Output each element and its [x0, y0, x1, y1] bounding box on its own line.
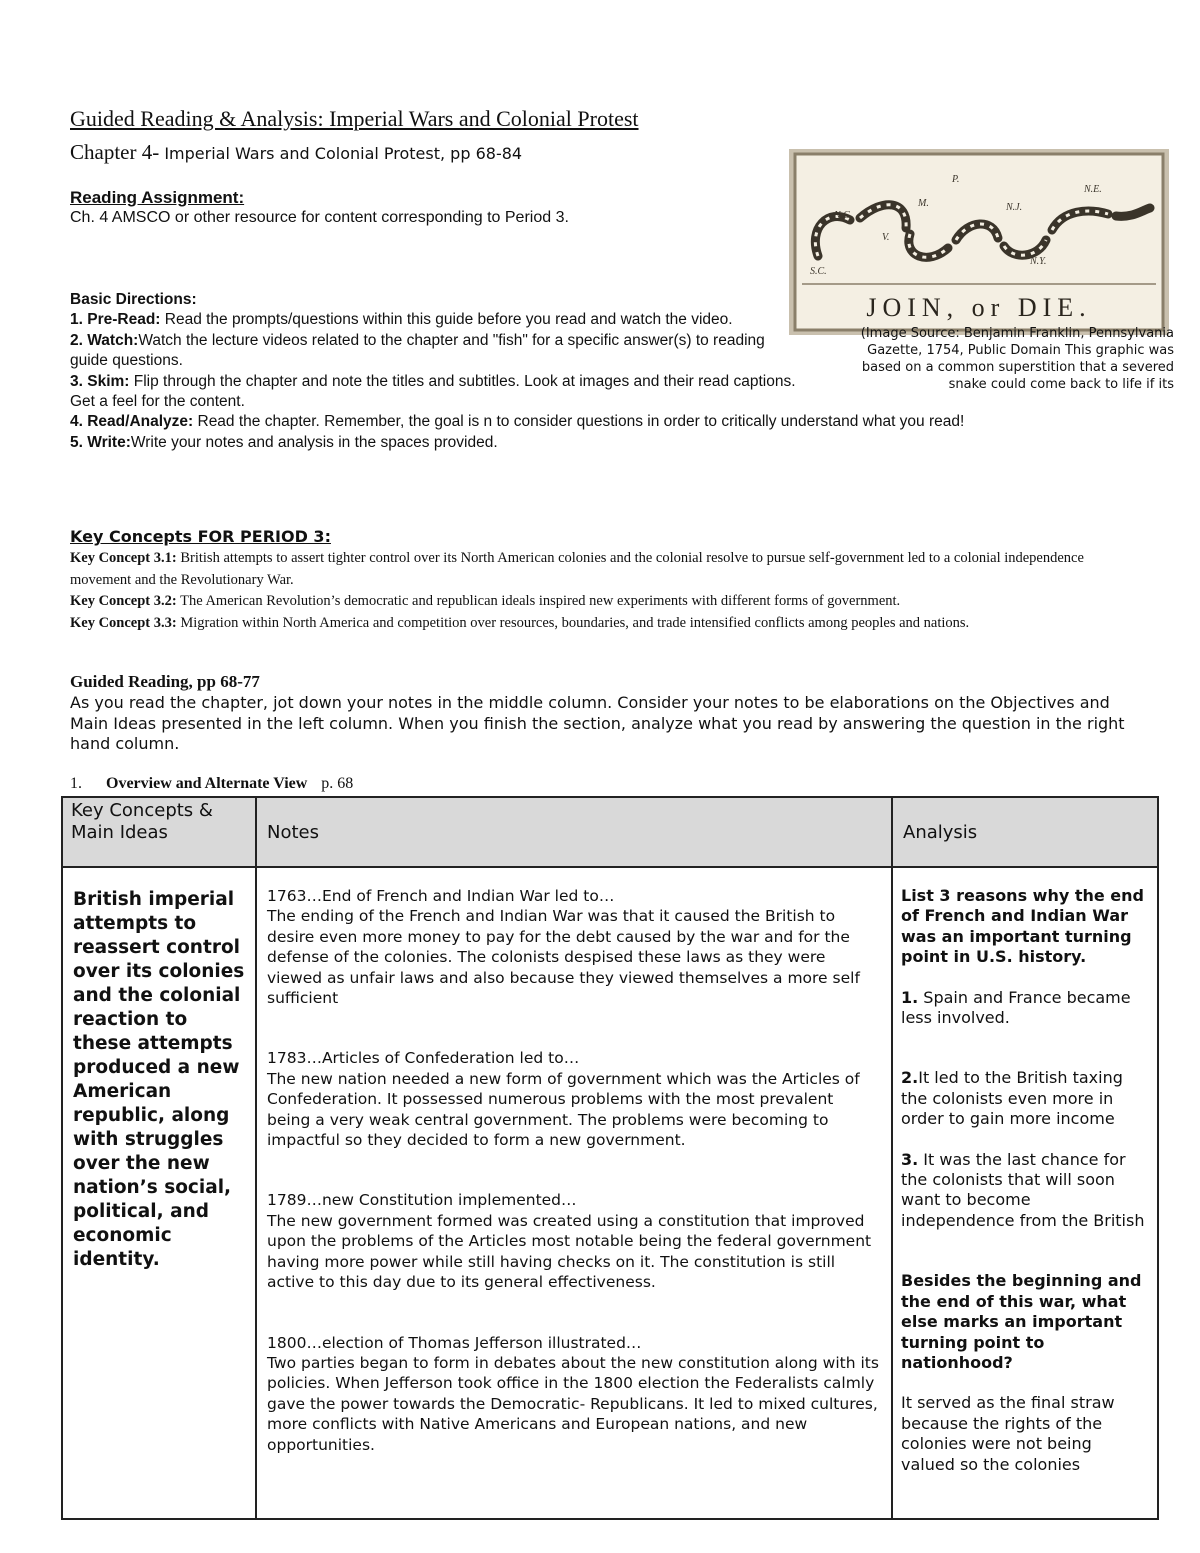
note-text[interactable]: The new government formed was created using a constitution that improved upon the problems of the Articles most notable being the federal government having more power while still having checks on it. The constitution is still active to this day due to its general effectiveness. — [267, 1211, 872, 1292]
note-entry — [267, 886, 881, 1008]
analysis-answer[interactable]: 1. Spain and France became less involved. — [901, 987, 1131, 1028]
table-header-row — [62, 797, 1158, 867]
direction-step: 1. Pre-Read: Read the prompts/questions within this guide before you read and watch the video. — [70, 311, 733, 329]
notes-cell[interactable] — [256, 867, 892, 1519]
segment-label: M. — [918, 198, 929, 209]
segment-label: V. — [882, 232, 890, 243]
note-prompt: 1789…new Constitution implemented… — [267, 1191, 577, 1210]
key-concept-item: Key Concept 3.2: The American Revolution’s democratic and republican ideals inspired new experiments with different forms of government. — [70, 593, 901, 609]
note-prompt: 1783…Articles of Confederation led to… — [267, 1049, 580, 1068]
note-entry — [267, 1333, 881, 1455]
chapter-label: Chapter 4- — [70, 140, 160, 164]
key-concepts-heading: Key Concepts FOR PERIOD 3: — [70, 527, 331, 546]
analysis-cell[interactable] — [892, 867, 1158, 1519]
note-text[interactable]: The ending of the French and Indian War was that it caused the British to desire even more money to pay for the debt caused by the war and for the defense of the colonies. The colonists despised these laws as they were viewed as unfair laws and also because they viewed themselves a more self sufficient — [267, 907, 860, 1008]
direction-step: 4. Read/Analyze: Read the chapter. Remember, the goal is n to consider questions in order to critically understand what you read! — [70, 413, 965, 431]
directions-heading: Basic Directions: — [70, 291, 197, 308]
segment-label: N.E. — [1084, 184, 1102, 195]
note-entry — [267, 1048, 881, 1150]
join-or-die-text: JOIN, or DIE. — [866, 293, 1092, 322]
segment-label: S.C. — [810, 266, 827, 277]
main-idea-cell — [62, 867, 256, 1519]
image-caption: (Image Source: Benjamin Franklin, Pennsylvania Gazette, 1754, Public Domain This graphic was based on a common superstition that a severed snake could come back to life if its — [860, 326, 1174, 392]
analysis-answer[interactable]: 3. It was the last chance for the colonists that will soon want to become independence from the British — [901, 1149, 1145, 1230]
note-text[interactable]: Two parties began to form in debates about the new constitution along with its policies. When Jefferson took office in the 1800 election the Federalists calmly gave the power towards the Democratic- Republicans. It led to mixed cultures, more conflicts with Native Americans and European nations, and new opportunities. — [267, 1353, 879, 1454]
key-concept-item: Key Concept 3.3: Migration within North America and competition over resources, boundaries, and trade intensified conflicts among peoples and nations. — [70, 614, 970, 631]
analysis-question: List 3 reasons why the end of French and Indian War was an important turning point in U.S. history. — [901, 886, 1144, 967]
segment-label: P. — [952, 174, 960, 185]
section-number: 1. — [70, 775, 82, 792]
chapter-subtitle: Imperial Wars and Colonial Protest, pp 68-84 — [164, 144, 523, 163]
segment-label: N.C. — [834, 210, 853, 221]
basic-directions — [70, 290, 1130, 453]
note-text[interactable]: The new nation needed a new form of government which was the Articles of Confederation. It possessed numerous problems with the most prevalent being a very weak central government. The problems were becoming to impactful so they decided to form a new government. — [267, 1069, 860, 1150]
analysis-answer[interactable]: It served as the final straw because the rights of the colonies were not being valued so the colonies — [901, 1393, 1115, 1474]
direction-step: 3. Skim: Flip through the chapter and note the titles and subtitles. Look at images and their read captions. Get a feel for the content. — [70, 372, 796, 411]
document-title: Guided Reading & Analysis: Imperial Wars and Colonial Protest — [70, 106, 639, 131]
key-concepts-list — [70, 548, 1100, 634]
note-entry — [267, 1190, 881, 1292]
segment-label: N.Y. — [1030, 256, 1047, 267]
notes-table — [61, 796, 1159, 1520]
main-idea-text: British imperial attempts to reassert control over its colonies and the colonial reaction to these attempts produced a new American republic, along with struggles over the new nation’s social, political, and economic identity. — [73, 889, 245, 1270]
header-key-concepts: Key Concepts & Main Ideas — [62, 797, 256, 867]
analysis-question: Besides the beginning and the end of this war, what else marks an important turning point to nationhood? — [901, 1271, 1142, 1372]
section-title — [70, 775, 353, 793]
guided-reading-instructions: As you read the chapter, jot down your notes in the middle column. Consider your notes to be elaborations on the Objectives and Main Ideas presented in the left column. When you finish the section, analyze what you read by answering the question in the right hand column. — [70, 693, 1125, 753]
chapter-line — [70, 140, 522, 165]
segment-label: N.J. — [1006, 202, 1023, 213]
note-prompt: 1800…election of Thomas Jefferson illustrated… — [267, 1333, 642, 1352]
note-prompt: 1763…End of French and Indian War led to… — [267, 887, 615, 905]
reading-assignment-text: Ch. 4 AMSCO or other resource for content corresponding to Period 3. — [70, 209, 569, 226]
header-notes: Notes — [256, 797, 892, 867]
header-analysis: Analysis — [892, 797, 1158, 867]
key-concept-item: Key Concept 3.1: British attempts to assert tighter control over its North American colonies and the colonial resolve to pursue self-government led to a colonial independence movement and the Revolutionary War. — [70, 550, 1084, 588]
section-name: Overview and Alternate View — [106, 775, 308, 792]
direction-step: 2. Watch:Watch the lecture videos related to the chapter and "fish" for a specific answer(s) to reading guide questions. — [70, 331, 765, 370]
guided-reading-heading: Guided Reading, pp 68-77 — [70, 672, 260, 691]
table-row — [62, 867, 1158, 1519]
direction-step: 5. Write:Write your notes and analysis in the spaces provided. — [70, 433, 498, 451]
analysis-answer[interactable]: 2.It led to the British taxing the colonists even more in order to gain more income — [901, 1068, 1123, 1129]
section-page: p. 68 — [321, 775, 354, 792]
reading-assignment-heading: Reading Assignment: — [70, 188, 245, 207]
